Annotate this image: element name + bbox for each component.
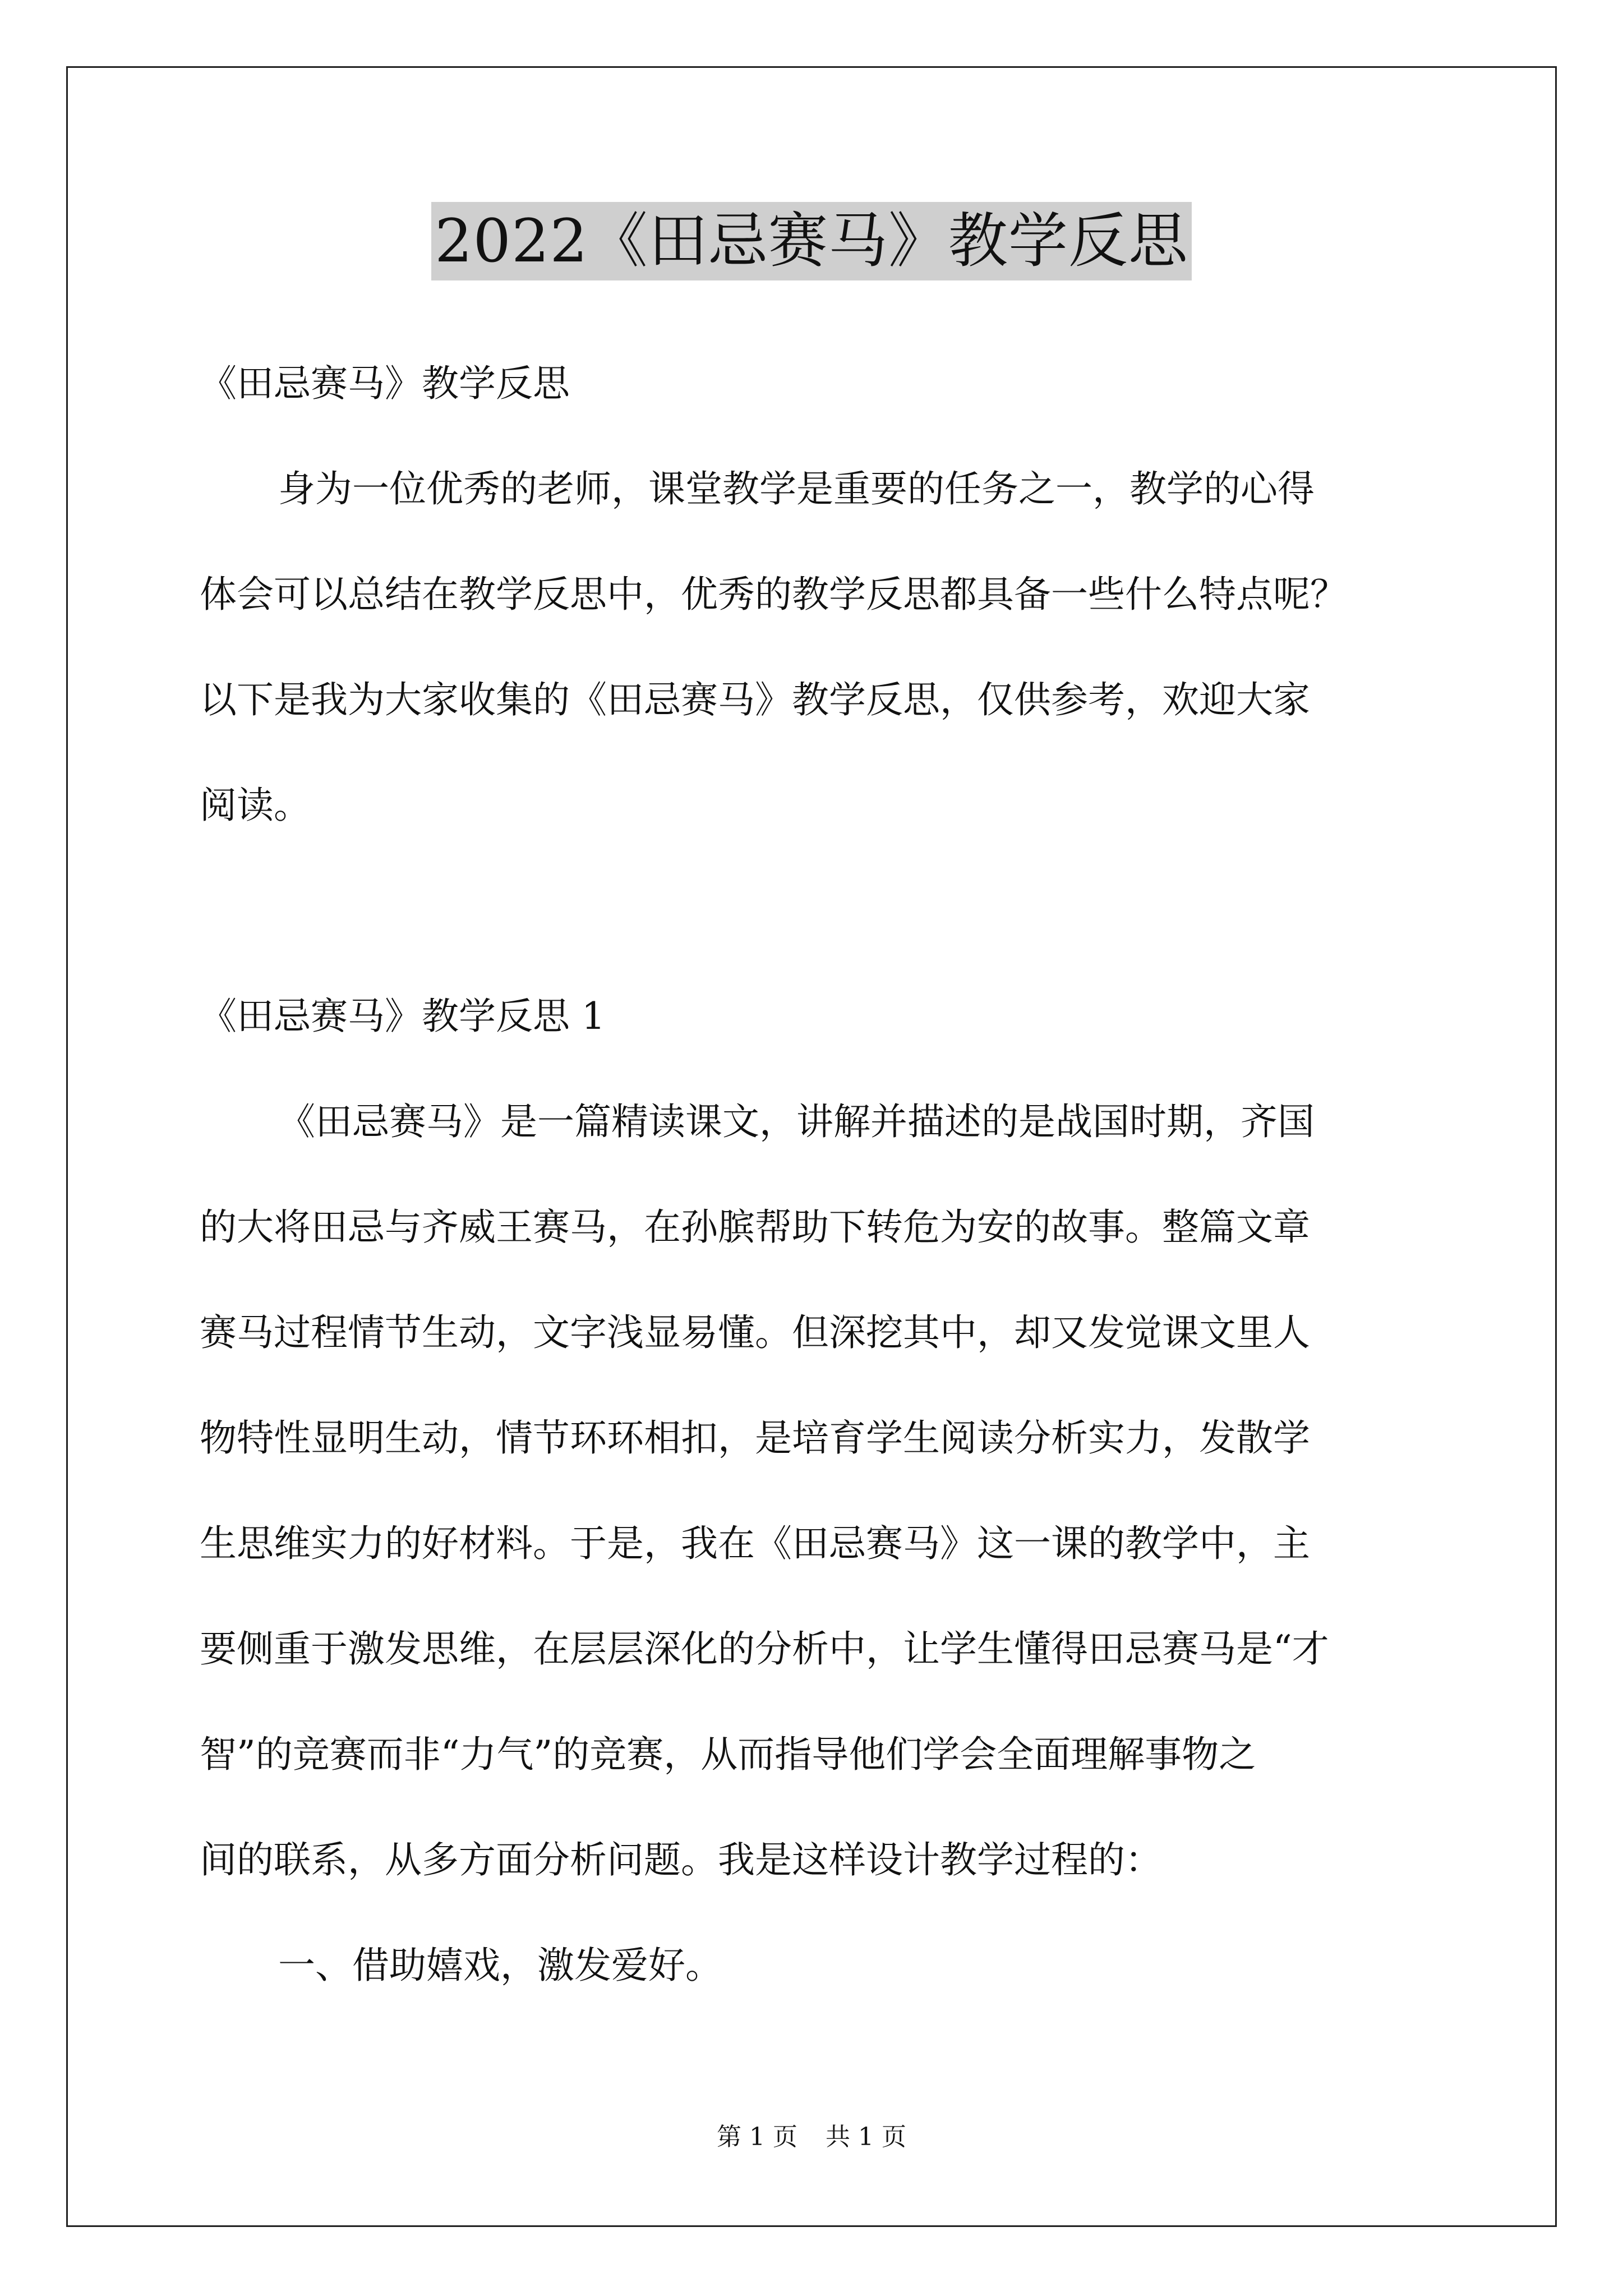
- point-one: 一、借助嬉戏，激发爱好。: [278, 1944, 722, 1987]
- intro-line-2: 体会可以总结在教学反思中，优秀的教学反思都具备一些什么特点呢？: [200, 573, 1347, 616]
- page-footer: [0, 2120, 1623, 2154]
- body-line-1: 《田忌赛马》是一篇精读课文，讲解并描述的是战国时期，齐国: [278, 1100, 1315, 1143]
- title-container: [0, 202, 1623, 280]
- section-heading: 《田忌赛马》教学反思 1: [200, 995, 605, 1038]
- page-number: 第 1 页: [717, 2123, 797, 2151]
- intro-line-1: 身为一位优秀的老师，课堂教学是重要的任务之一，教学的心得: [278, 467, 1315, 510]
- body-line-2: 的大将田忌与齐威王赛马，在孙膑帮助下转危为安的故事。整篇文章: [200, 1205, 1310, 1249]
- intro-line-4: 阅读。: [200, 784, 311, 827]
- body-line-7: 智”的竞赛而非“力气”的竞赛，从而指导他们学会全面理解事物之: [200, 1733, 1256, 1776]
- section-gap: [200, 858, 1428, 964]
- body-line-8: 间的联系，从多方面分析问题。我是这样设计教学过程的：: [200, 1838, 1162, 1881]
- body-line-6: 要侧重于激发思维，在层层深化的分析中，让学生懂得田忌赛马是“才: [200, 1627, 1329, 1671]
- document-subtitle: 《田忌赛马》教学反思: [200, 362, 570, 405]
- document-body: [200, 331, 1428, 2018]
- page-total: 共 1 页: [826, 2123, 906, 2151]
- intro-line-3: 以下是我为大家收集的《田忌赛马》教学反思，仅供参考，欢迎大家: [200, 678, 1310, 721]
- body-line-5: 生思维实力的好材料。于是，我在《田忌赛马》这一课的教学中，主: [200, 1522, 1310, 1565]
- body-line-4: 物特性显明生动，情节环环相扣，是培育学生阅读分析实力，发散学: [200, 1416, 1310, 1460]
- document-title: 2022《田忌赛马》教学反思: [431, 202, 1192, 280]
- body-line-3: 赛马过程情节生动，文字浅显易懂。但深挖其中，却又发觉课文里人: [200, 1311, 1310, 1354]
